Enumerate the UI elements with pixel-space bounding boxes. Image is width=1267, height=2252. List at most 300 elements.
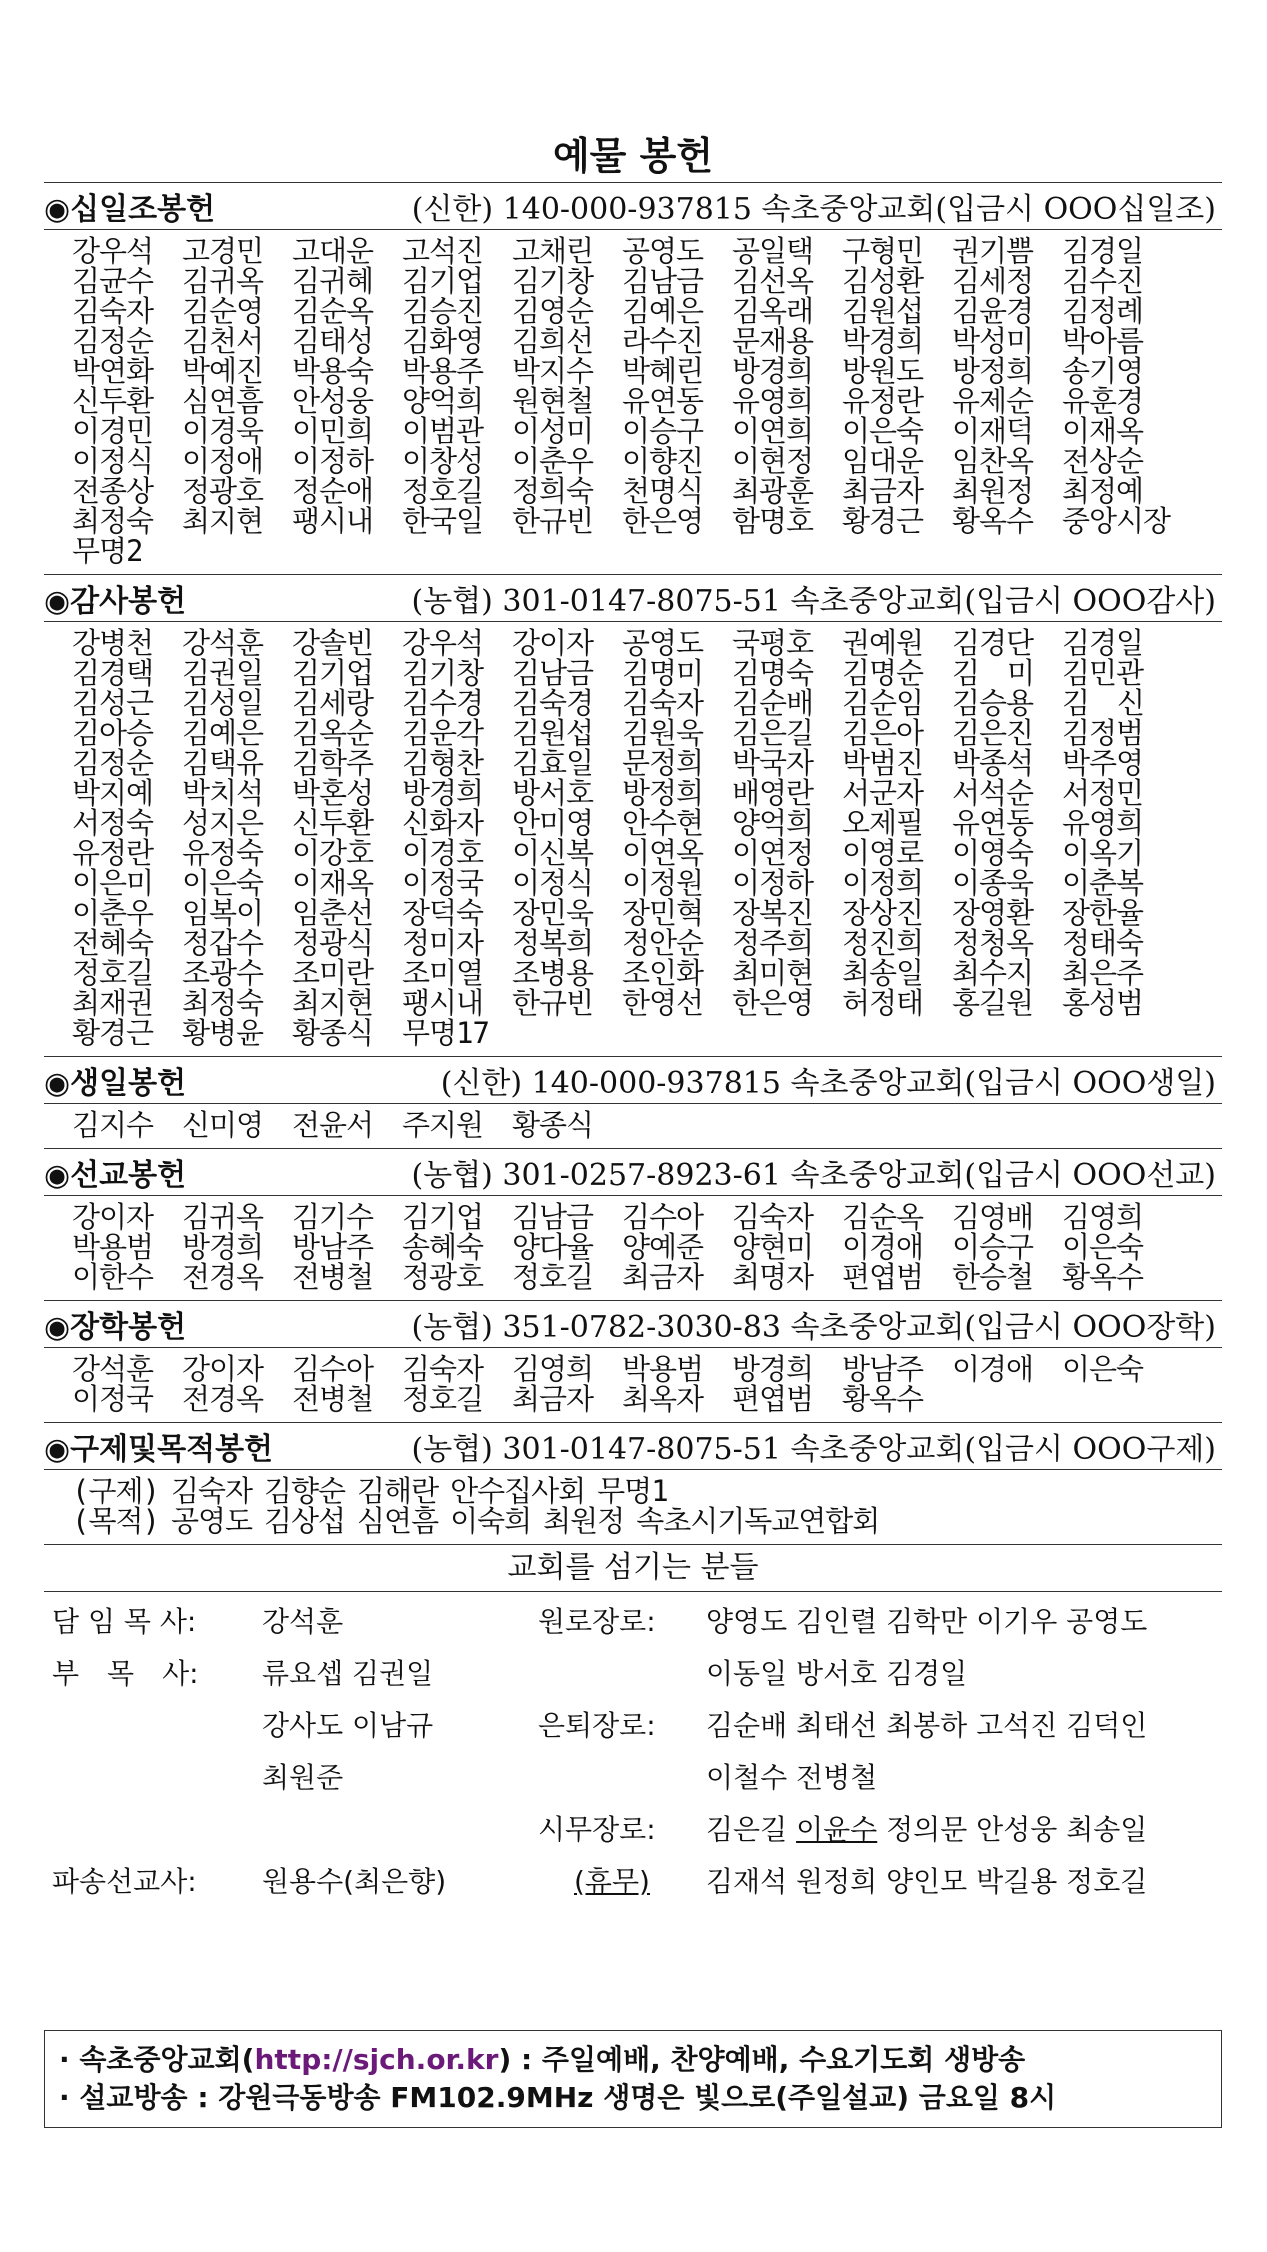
- donor-name: 배영란: [732, 776, 814, 810]
- elder-active: 김재석 원정희 양인모 박길용 정호길: [706, 1865, 1148, 1898]
- donor-name: 홍성범: [1062, 986, 1144, 1020]
- name-row: [72, 356, 1218, 386]
- donor-name: 황옥수: [1062, 1260, 1144, 1294]
- donor-name: 오제필: [842, 806, 924, 840]
- name-row: [72, 688, 1218, 718]
- donor-name: 방경희: [732, 1352, 814, 1386]
- donor-name: 한은영: [622, 504, 704, 538]
- donor-name: 고대운: [292, 234, 374, 268]
- name-row: [72, 1476, 1218, 1506]
- donor-name: 권예원: [842, 626, 924, 660]
- donor-name: 이은미: [72, 866, 154, 900]
- donor-name: 최원정: [543, 1504, 625, 1538]
- donor-name: 강우석: [72, 234, 154, 268]
- donor-name: 이숙희: [450, 1504, 532, 1538]
- name-list: [44, 1196, 1222, 1300]
- donor-name: 김영희: [512, 1352, 594, 1386]
- donor-name: 박용주: [402, 354, 484, 388]
- name-list: [44, 1348, 1222, 1422]
- elder-retired: 이철수 전병철: [706, 1761, 878, 1794]
- donor-name: 박지예: [72, 776, 154, 810]
- name-row: [72, 958, 1218, 988]
- donor-name: 최지현: [292, 986, 374, 1020]
- donor-name: 김은길: [732, 716, 814, 750]
- elder-active-label: 시무장로:: [538, 1813, 656, 1846]
- donor-name: 이종욱: [952, 866, 1034, 900]
- donor-name: 정주희: [732, 926, 814, 960]
- name-row: [72, 628, 1218, 658]
- donor-name: 김남금: [512, 1200, 594, 1234]
- donor-name: 전경옥: [182, 1382, 264, 1416]
- notice-line-2: · 설교방송 : 강원극동방송 FM102.9MHz 생명은 빛으로(주일설교) 금요일 8시: [59, 2081, 1057, 2114]
- name-row: [72, 476, 1218, 506]
- donor-name: 김성근: [72, 686, 154, 720]
- section-header-birthday: [44, 1057, 1222, 1103]
- donor-name: 황경근: [842, 504, 924, 538]
- bank-account: (농협) 301-0147-8075-51 속초중앙교회(입금시 OOO구제): [411, 1432, 1216, 1467]
- donor-name: 이정원: [622, 866, 704, 900]
- donor-name: 공영도: [170, 1504, 252, 1538]
- notice-text: ) : 주일예배, 찬양예배, 수요기도회 생방송: [498, 2043, 1026, 2076]
- donor-name: 한규빈: [512, 986, 594, 1020]
- donor-name: 고경민: [182, 234, 264, 268]
- donor-name: 신두환: [292, 806, 374, 840]
- donor-name: 김숙자: [170, 1474, 252, 1508]
- donor-name: 박경희: [842, 324, 924, 358]
- donor-name: 김숙자: [732, 1200, 814, 1234]
- donor-name: 이옥기: [1062, 836, 1144, 870]
- donor-name: 김경일: [1062, 234, 1144, 268]
- offering-page: [44, 130, 1222, 1898]
- assoc-pastor: 류요셉 김권일: [262, 1657, 434, 1690]
- donor-name: 최광훈: [732, 474, 814, 508]
- donor-name: 이승구: [952, 1230, 1034, 1264]
- donor-name: 편엽범: [842, 1260, 924, 1294]
- donor-name: 김순배: [732, 686, 814, 720]
- elder-retired-label: 은퇴장로:: [538, 1709, 656, 1742]
- donor-name: 정호길: [402, 474, 484, 508]
- elder-emeritus-label: 원로장로:: [538, 1605, 656, 1638]
- donor-name: 최송일: [842, 956, 924, 990]
- donor-name: 박주영: [1062, 746, 1144, 780]
- donor-name: 김승진: [402, 294, 484, 328]
- donor-name: 김남금: [512, 656, 594, 690]
- donor-name: 박국자: [732, 746, 814, 780]
- donor-name: 김천서: [182, 324, 264, 358]
- donor-name: 정갑수: [182, 926, 264, 960]
- donor-name: 강솔빈: [292, 626, 374, 660]
- donor-name: 장민욱: [512, 896, 594, 930]
- donor-name: 박성미: [952, 324, 1034, 358]
- donor-name: 김명숙: [732, 656, 814, 690]
- donor-name: 김수아: [292, 1352, 374, 1386]
- donor-name: 김수경: [402, 686, 484, 720]
- missionary-label: 파송선교사:: [52, 1865, 197, 1898]
- donor-name: 유제순: [952, 384, 1034, 418]
- donor-name: 고채린: [512, 234, 594, 268]
- donor-name: 이경욱: [182, 414, 264, 448]
- name-row: [72, 658, 1218, 688]
- donor-name: 정순애: [292, 474, 374, 508]
- donor-name: 이재덕: [952, 414, 1034, 448]
- donor-name: 이범관: [402, 414, 484, 448]
- donor-name: 이은숙: [182, 866, 264, 900]
- donor-name: 이춘우: [72, 896, 154, 930]
- name-list: [44, 1470, 1222, 1544]
- donor-name: 정호길: [72, 956, 154, 990]
- donor-name: 조광수: [182, 956, 264, 990]
- donor-name: (목적): [72, 1504, 159, 1538]
- donor-name: 문정희: [622, 746, 704, 780]
- donor-name: 박용범: [72, 1230, 154, 1264]
- donor-name: 장한율: [1062, 896, 1144, 930]
- donor-name: 전종상: [72, 474, 154, 508]
- donor-name: 공영도: [622, 234, 704, 268]
- donor-name: 김옥순: [292, 716, 374, 750]
- donor-name: 전경옥: [182, 1260, 264, 1294]
- donor-name: 양예준: [622, 1230, 704, 1264]
- donor-name: 유정숙: [182, 836, 264, 870]
- donor-name: 서석순: [952, 776, 1034, 810]
- donor-name: 한영선: [622, 986, 704, 1020]
- name-row: [72, 928, 1218, 958]
- donor-name: 박혼성: [292, 776, 374, 810]
- donor-name: 박종석: [952, 746, 1034, 780]
- donor-name: 최옥자: [622, 1382, 704, 1416]
- donor-name: 방남주: [842, 1352, 924, 1386]
- name-row: [72, 1018, 1218, 1048]
- donor-name: 김경택: [72, 656, 154, 690]
- section-header-relief: [44, 1423, 1222, 1469]
- name-row: [72, 1202, 1218, 1232]
- donor-name: 김정례: [1062, 294, 1144, 328]
- donor-name: 안성웅: [292, 384, 374, 418]
- donor-name: 임찬옥: [952, 444, 1034, 478]
- elder-retired: 김순배 최태선 최봉하 고석진 김덕인: [706, 1709, 1148, 1742]
- donor-name: 이경호: [402, 836, 484, 870]
- donor-name: 박용숙: [292, 354, 374, 388]
- donor-name: 송기영: [1062, 354, 1144, 388]
- elder-names: 정의문 안성웅 최송일: [886, 1813, 1148, 1846]
- donor-name: 김향순: [264, 1474, 346, 1508]
- donor-name: 이정애: [182, 444, 264, 478]
- donor-name: 문재용: [732, 324, 814, 358]
- donor-name: 정호길: [402, 1382, 484, 1416]
- donor-name: 김숙경: [512, 686, 594, 720]
- donor-name: 김선옥: [732, 264, 814, 298]
- donor-name: 최명자: [732, 1260, 814, 1294]
- section-header-mission: [44, 1149, 1222, 1195]
- donor-name: 이정식: [72, 444, 154, 478]
- donor-name: 김원섭: [842, 294, 924, 328]
- section-title: ◉장학봉헌: [44, 1310, 187, 1345]
- name-list: [44, 230, 1222, 574]
- donor-name: 전혜숙: [72, 926, 154, 960]
- donor-name: 장상진: [842, 896, 924, 930]
- donor-name: 박용범: [622, 1352, 704, 1386]
- donor-name: 임복이: [182, 896, 264, 930]
- donor-name: 함명호: [732, 504, 814, 538]
- donor-name: 김균수: [72, 264, 154, 298]
- bank-account: (신한) 140-000-937815 속초중앙교회(입금시 OOO생일): [440, 1066, 1216, 1101]
- name-row: [72, 506, 1218, 536]
- donor-name: 이한수: [72, 1260, 154, 1294]
- donor-name: 허정태: [842, 986, 924, 1020]
- donor-name: 이정국: [72, 1382, 154, 1416]
- donor-name: 양억희: [732, 806, 814, 840]
- donor-name: 김귀옥: [182, 264, 264, 298]
- donor-name: 이재옥: [292, 866, 374, 900]
- donor-name: 신화자: [402, 806, 484, 840]
- donor-name: 김해란: [357, 1474, 439, 1508]
- name-row: [72, 446, 1218, 476]
- donor-name: 심연흠: [182, 384, 264, 418]
- donor-name: 김귀혜: [292, 264, 374, 298]
- name-row: [72, 386, 1218, 416]
- donor-name: 정희숙: [512, 474, 594, 508]
- donor-name: 김태성: [292, 324, 374, 358]
- donor-name: 강석훈: [72, 1352, 154, 1386]
- donor-name: 무명17: [402, 1016, 489, 1050]
- donor-name: 공영도: [622, 626, 704, 660]
- donor-name: 이춘우: [512, 444, 594, 478]
- donor-name: 정청옥: [952, 926, 1034, 960]
- donor-name: 김세정: [952, 264, 1034, 298]
- donor-name: 박혜린: [622, 354, 704, 388]
- donor-name: 김예은: [182, 716, 264, 750]
- donor-name: 공일택: [732, 234, 814, 268]
- name-list: [44, 1104, 1222, 1148]
- donor-name: 김은진: [952, 716, 1034, 750]
- donor-name: 정광호: [182, 474, 264, 508]
- donor-name: 주지원: [402, 1108, 484, 1142]
- name-row: [72, 868, 1218, 898]
- section-title: ◉생일봉헌: [44, 1066, 187, 1101]
- donor-name: 속초시기독교연합회: [636, 1504, 880, 1538]
- donor-name: 김명순: [842, 656, 924, 690]
- donor-name: 김경단: [952, 626, 1034, 660]
- donor-name: 양다율: [512, 1230, 594, 1264]
- donor-name: 유훈경: [1062, 384, 1144, 418]
- donor-name: 심연흠: [357, 1504, 439, 1538]
- servants-title: 교회를 섬기는 분들: [507, 1550, 759, 1585]
- donor-name: 서정민: [1062, 776, 1144, 810]
- donor-name: 이정하: [292, 444, 374, 478]
- donor-name: 김승용: [952, 686, 1034, 720]
- donor-name: 무명1: [597, 1474, 668, 1508]
- church-website-link[interactable]: http://sjch.or.kr: [254, 2043, 499, 2076]
- donor-name: 강석훈: [182, 626, 264, 660]
- donor-name: 김숙자: [622, 686, 704, 720]
- donor-name: 박지수: [512, 354, 594, 388]
- donor-name: 안수현: [622, 806, 704, 840]
- donor-name: 김정순: [72, 746, 154, 780]
- donor-name: 김기창: [402, 656, 484, 690]
- donor-name: 김학주: [292, 746, 374, 780]
- name-row: [72, 1110, 1218, 1140]
- elder-emeritus: 이동일 방서호 김경일: [706, 1657, 968, 1690]
- senior-pastor-label: 담 임 목 사:: [52, 1605, 197, 1638]
- assoc-pastor-label: 부 목 사:: [52, 1657, 199, 1690]
- donor-name: 팽시내: [292, 504, 374, 538]
- donor-name: 팽시내: [402, 986, 484, 1020]
- donor-name: 중앙시장: [1062, 504, 1171, 538]
- donor-name: 김남금: [622, 264, 704, 298]
- donor-name: 국평호: [732, 626, 814, 660]
- broadcast-notice: [44, 2030, 1222, 2128]
- donor-name: 김 미: [952, 656, 1035, 690]
- donor-name: 김원섭: [512, 716, 594, 750]
- donor-name: 이은숙: [1062, 1230, 1144, 1264]
- donor-name: 신두환: [72, 384, 154, 418]
- donor-name: 김윤경: [952, 294, 1034, 328]
- donor-name: 이영숙: [952, 836, 1034, 870]
- donor-name: 김상섭: [264, 1504, 346, 1538]
- donor-name: 김귀옥: [182, 1200, 264, 1234]
- donor-name: 이정하: [732, 866, 814, 900]
- assoc-pastor: 강사도 이남규: [262, 1709, 434, 1742]
- donor-name: 김권일: [182, 656, 264, 690]
- donor-name: 최금자: [842, 474, 924, 508]
- donor-name: 최정예: [1062, 474, 1144, 508]
- donor-name: 박아름: [1062, 324, 1144, 358]
- elder-name-underlined: 이윤수: [796, 1813, 878, 1846]
- donor-name: 전병철: [292, 1260, 374, 1294]
- donor-name: 전윤서: [292, 1108, 374, 1142]
- donor-name: 황종식: [292, 1016, 374, 1050]
- donor-name: 김수진: [1062, 264, 1144, 298]
- donor-name: 강병천: [72, 626, 154, 660]
- donor-name: 방경희: [732, 354, 814, 388]
- donor-name: 방경희: [182, 1230, 264, 1264]
- name-row: [72, 718, 1218, 748]
- donor-name: 이은숙: [1062, 1352, 1144, 1386]
- donor-name: 임대운: [842, 444, 924, 478]
- donor-name: 김택유: [182, 746, 264, 780]
- donor-name: 김수아: [622, 1200, 704, 1234]
- donor-name: 이경애: [952, 1352, 1034, 1386]
- donor-name: 이신복: [512, 836, 594, 870]
- donor-name: 이연정: [732, 836, 814, 870]
- donor-name: 정태숙: [1062, 926, 1144, 960]
- donor-name: 조미열: [402, 956, 484, 990]
- donor-name: 김영희: [1062, 1200, 1144, 1234]
- donor-name: 양억희: [402, 384, 484, 418]
- donor-name: 정광호: [402, 1260, 484, 1294]
- donor-name: 최금자: [512, 1382, 594, 1416]
- donor-name: 라수진: [622, 324, 704, 358]
- donor-name: 박연화: [72, 354, 154, 388]
- donor-name: 김아승: [72, 716, 154, 750]
- name-row: [72, 748, 1218, 778]
- donor-name: 김희선: [512, 324, 594, 358]
- donor-name: 천명식: [622, 474, 704, 508]
- section-header-scholarship: [44, 1301, 1222, 1347]
- donor-name: 유영희: [1062, 806, 1144, 840]
- donor-name: 김순영: [182, 294, 264, 328]
- donor-name: 김화영: [402, 324, 484, 358]
- donor-name: 김원욱: [622, 716, 704, 750]
- bank-account: (농협) 301-0257-8923-61 속초중앙교회(입금시 OOO선교): [411, 1158, 1216, 1193]
- donor-name: 김숙자: [72, 294, 154, 328]
- donor-name: 장민혁: [622, 896, 704, 930]
- name-row: [72, 838, 1218, 868]
- donor-name: 한승철: [952, 1260, 1034, 1294]
- donor-name: 강우석: [402, 626, 484, 660]
- donor-name: 김성일: [182, 686, 264, 720]
- name-row: [72, 1232, 1218, 1262]
- donor-name: 유연동: [622, 384, 704, 418]
- name-row: [72, 1506, 1218, 1536]
- donor-name: 김옥래: [732, 294, 814, 328]
- donor-name: 김기수: [292, 1200, 374, 1234]
- donor-name: 한은영: [732, 986, 814, 1020]
- donor-name: 박범진: [842, 746, 924, 780]
- donor-name: 홍길원: [952, 986, 1034, 1020]
- donor-name: 최금자: [622, 1260, 704, 1294]
- donor-name: 신미영: [182, 1108, 264, 1142]
- donor-name: 양현미: [732, 1230, 814, 1264]
- donor-name: 김효일: [512, 746, 594, 780]
- donor-name: 김기업: [402, 264, 484, 298]
- donor-name: 김세랑: [292, 686, 374, 720]
- donor-name: 안미영: [512, 806, 594, 840]
- name-row: [72, 326, 1218, 356]
- donor-name: 조미란: [292, 956, 374, 990]
- donor-name: 김예은: [622, 294, 704, 328]
- donor-name: 이춘복: [1062, 866, 1144, 900]
- donor-name: 고석진: [402, 234, 484, 268]
- name-row: [72, 416, 1218, 446]
- donor-name: 최정숙: [182, 986, 264, 1020]
- donor-name: 이창성: [402, 444, 484, 478]
- donor-name: 강이자: [182, 1352, 264, 1386]
- donor-name: 이강호: [292, 836, 374, 870]
- name-row: [72, 1354, 1218, 1384]
- donor-name: 이재옥: [1062, 414, 1144, 448]
- donor-name: 김순옥: [842, 1200, 924, 1234]
- donor-name: 성지은: [182, 806, 264, 840]
- missionary: 원용수(최은향): [262, 1865, 447, 1898]
- donor-name: 원현철: [512, 384, 594, 418]
- name-row: [72, 296, 1218, 326]
- donor-name: 김은아: [842, 716, 924, 750]
- donor-name: 김영순: [512, 294, 594, 328]
- assoc-pastor: 최원준: [262, 1761, 344, 1794]
- donor-name: 이향진: [622, 444, 704, 478]
- name-row: [72, 988, 1218, 1018]
- donor-name: 유영희: [732, 384, 814, 418]
- donor-name: 김영배: [952, 1200, 1034, 1234]
- donor-name: 김성환: [842, 264, 924, 298]
- donor-name: 권기쁨: [952, 234, 1034, 268]
- section-title: ◉구제및목적봉헌: [44, 1432, 274, 1467]
- donor-name: 김숙자: [402, 1352, 484, 1386]
- name-row: [72, 536, 1218, 566]
- donor-name: 황옥수: [952, 504, 1034, 538]
- donor-name: 이정식: [512, 866, 594, 900]
- donor-name: 정안순: [622, 926, 704, 960]
- donor-name: 김정범: [1062, 716, 1144, 750]
- donor-name: 전상순: [1062, 444, 1144, 478]
- donor-name: 조병용: [512, 956, 594, 990]
- donor-name: 박치석: [182, 776, 264, 810]
- donor-name: 유연동: [952, 806, 1034, 840]
- elder-emeritus: 양영도 김인렬 김학만 이기우 공영도: [706, 1605, 1148, 1638]
- donor-name: 방남주: [292, 1230, 374, 1264]
- notice-text: · 속초중앙교회(: [59, 2043, 255, 2076]
- donor-name: 전병철: [292, 1382, 374, 1416]
